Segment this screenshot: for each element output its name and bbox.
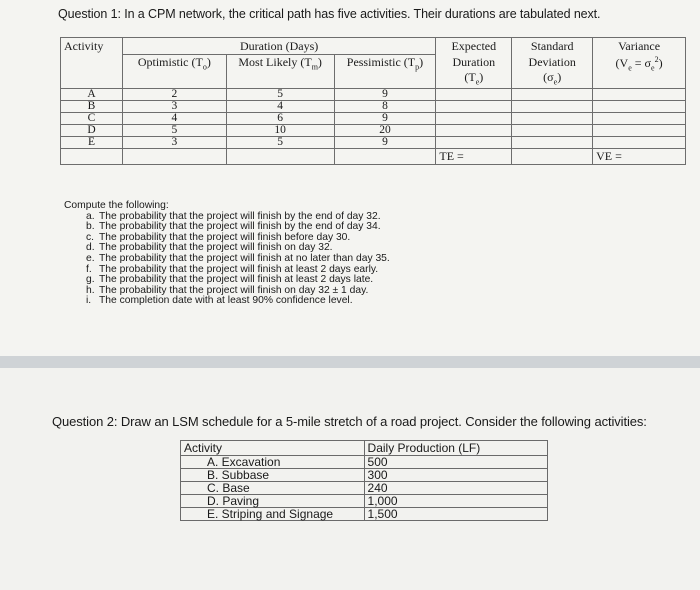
variance-cell — [593, 137, 686, 149]
optimistic-cell: 2 — [122, 89, 226, 101]
activity-cell: A — [61, 89, 123, 101]
lsm-header-row — [181, 441, 548, 456]
item-text: The probability that the project will finish on day 32. — [99, 242, 333, 254]
most-likely-cell: 10 — [226, 125, 334, 137]
header-daily-production: Daily Production (LF) — [364, 441, 547, 456]
header-pessimistic: Pessimistic $(T_p)$ — [334, 55, 436, 89]
item-text: The probability that the project will finish at least 2 days late. — [99, 274, 374, 286]
header-activity: Activity — [181, 441, 365, 456]
table-row — [61, 137, 686, 149]
expected-cell — [436, 89, 512, 101]
most-likely-cell: 6 — [226, 113, 334, 125]
optimistic-cell: 5 — [122, 125, 226, 137]
stddev-cell — [512, 137, 593, 149]
item-letter: c. — [86, 231, 95, 243]
item-text: The probability that the project will finish before day 30. — [99, 231, 351, 243]
expected-cell — [436, 101, 512, 113]
compute-heading: Compute the following: — [64, 200, 169, 211]
optimistic-cell: 3 — [122, 137, 226, 149]
table-row — [61, 101, 686, 113]
item-text: The probability that the project will finish by the end of day 34. — [99, 221, 381, 233]
activity-cell: C. Base — [181, 482, 365, 495]
table-row — [181, 456, 548, 469]
header-stddev-1: Standard — [512, 38, 593, 55]
variance-cell — [593, 89, 686, 101]
optimistic-cell: 3 — [122, 101, 226, 113]
header-duration-group: Duration (Days) — [122, 38, 435, 55]
header-optimistic: Optimistic $(T_o)$ — [122, 55, 226, 89]
header-expected-2: Duration $(T_e)$ — [436, 55, 512, 89]
total-expected-cell: TE = — [436, 149, 512, 165]
item-letter: g. — [86, 274, 95, 286]
blank-cell — [512, 149, 593, 165]
item-text: The probability that the project will finish at no later than day 35. — [99, 252, 390, 264]
expected-cell — [436, 137, 512, 149]
pessimistic-cell: 9 — [334, 137, 436, 149]
production-cell: 1,000 — [364, 495, 547, 508]
table-row — [181, 508, 548, 521]
item-letter: e. — [86, 252, 95, 264]
item-text: The completion date with at least 90% confidence level. — [99, 295, 353, 307]
table-row — [181, 495, 548, 508]
header-expected-1: Expected — [436, 38, 512, 55]
table-row — [181, 469, 548, 482]
item-text: The probability that the project will finish at least 2 days early. — [99, 263, 379, 275]
production-cell: 1,500 — [364, 508, 547, 521]
activity-cell: C — [61, 113, 123, 125]
blank-cell — [61, 149, 123, 165]
list-item — [64, 296, 390, 307]
table-row — [61, 89, 686, 101]
totals-row — [61, 149, 686, 165]
activity-cell: E — [61, 137, 123, 149]
stddev-cell — [512, 125, 593, 137]
item-text: The probability that the project will finish by the end of day 32. — [99, 210, 381, 222]
expected-cell — [436, 113, 512, 125]
activity-cell: E. Striping and Signage — [181, 508, 365, 521]
blank-cell — [122, 149, 226, 165]
optimistic-cell: 4 — [122, 113, 226, 125]
activity-cell: B — [61, 101, 123, 113]
header-activity: Activity — [61, 38, 123, 55]
activity-cell: D — [61, 125, 123, 137]
variance-cell — [593, 125, 686, 137]
most-likely-cell: 5 — [226, 89, 334, 101]
question2-title: Question 2: Draw an LSM schedule for a 5-mile stretch of a road project. Consider the following activities: — [52, 414, 647, 429]
compute-section — [64, 201, 390, 307]
header-most-likely: Most Likely $(T_m)$ — [226, 55, 334, 89]
most-likely-cell: 4 — [226, 101, 334, 113]
question2-panel — [0, 368, 700, 590]
item-letter: f. — [86, 263, 92, 275]
item-letter: i. — [86, 295, 92, 307]
compute-list — [64, 212, 390, 307]
activity-cell: D. Paving — [181, 495, 365, 508]
pessimistic-cell: 9 — [334, 89, 436, 101]
blank-cell — [226, 149, 334, 165]
production-cell: 240 — [364, 482, 547, 495]
most-likely-cell: 5 — [226, 137, 334, 149]
stddev-cell — [512, 89, 593, 101]
total-variance-cell: VE = — [593, 149, 686, 165]
stddev-cell — [512, 101, 593, 113]
question1-title: Question 1: In a CPM network, the critical path has five activities. Their durations are tabulated next. — [58, 7, 601, 21]
header-variance-1: Variance — [593, 38, 686, 55]
pessimistic-cell: 20 — [334, 125, 436, 137]
blank-cell — [334, 149, 436, 165]
variance-cell — [593, 101, 686, 113]
item-letter: b. — [86, 221, 95, 233]
header-activity-blank — [61, 55, 123, 89]
pessimistic-cell: 8 — [334, 101, 436, 113]
cpm-duration-table — [60, 37, 686, 165]
item-letter: a. — [86, 210, 95, 222]
activity-cell: B. Subbase — [181, 469, 365, 482]
stddev-cell — [512, 113, 593, 125]
header-row-2 — [61, 55, 686, 89]
header-row-1 — [61, 38, 686, 55]
panel-divider — [0, 356, 700, 368]
pessimistic-cell: 9 — [334, 113, 436, 125]
table-row — [61, 125, 686, 137]
variance-cell — [593, 113, 686, 125]
table-row — [61, 113, 686, 125]
lsm-activity-table — [180, 440, 548, 521]
item-text: The probability that the project will finish on day 32 ± 1 day. — [99, 284, 369, 296]
activity-cell: A. Excavation — [181, 456, 365, 469]
item-letter: d. — [86, 242, 95, 254]
header-stddev-2: Deviation $(\sigma_e)$ — [512, 55, 593, 89]
item-letter: h. — [86, 284, 95, 296]
production-cell: 300 — [364, 469, 547, 482]
table-row — [181, 482, 548, 495]
expected-cell — [436, 125, 512, 137]
production-cell: 500 — [364, 456, 547, 469]
header-variance-2: $(V_e = \sigma_e^2)$ — [593, 55, 686, 89]
